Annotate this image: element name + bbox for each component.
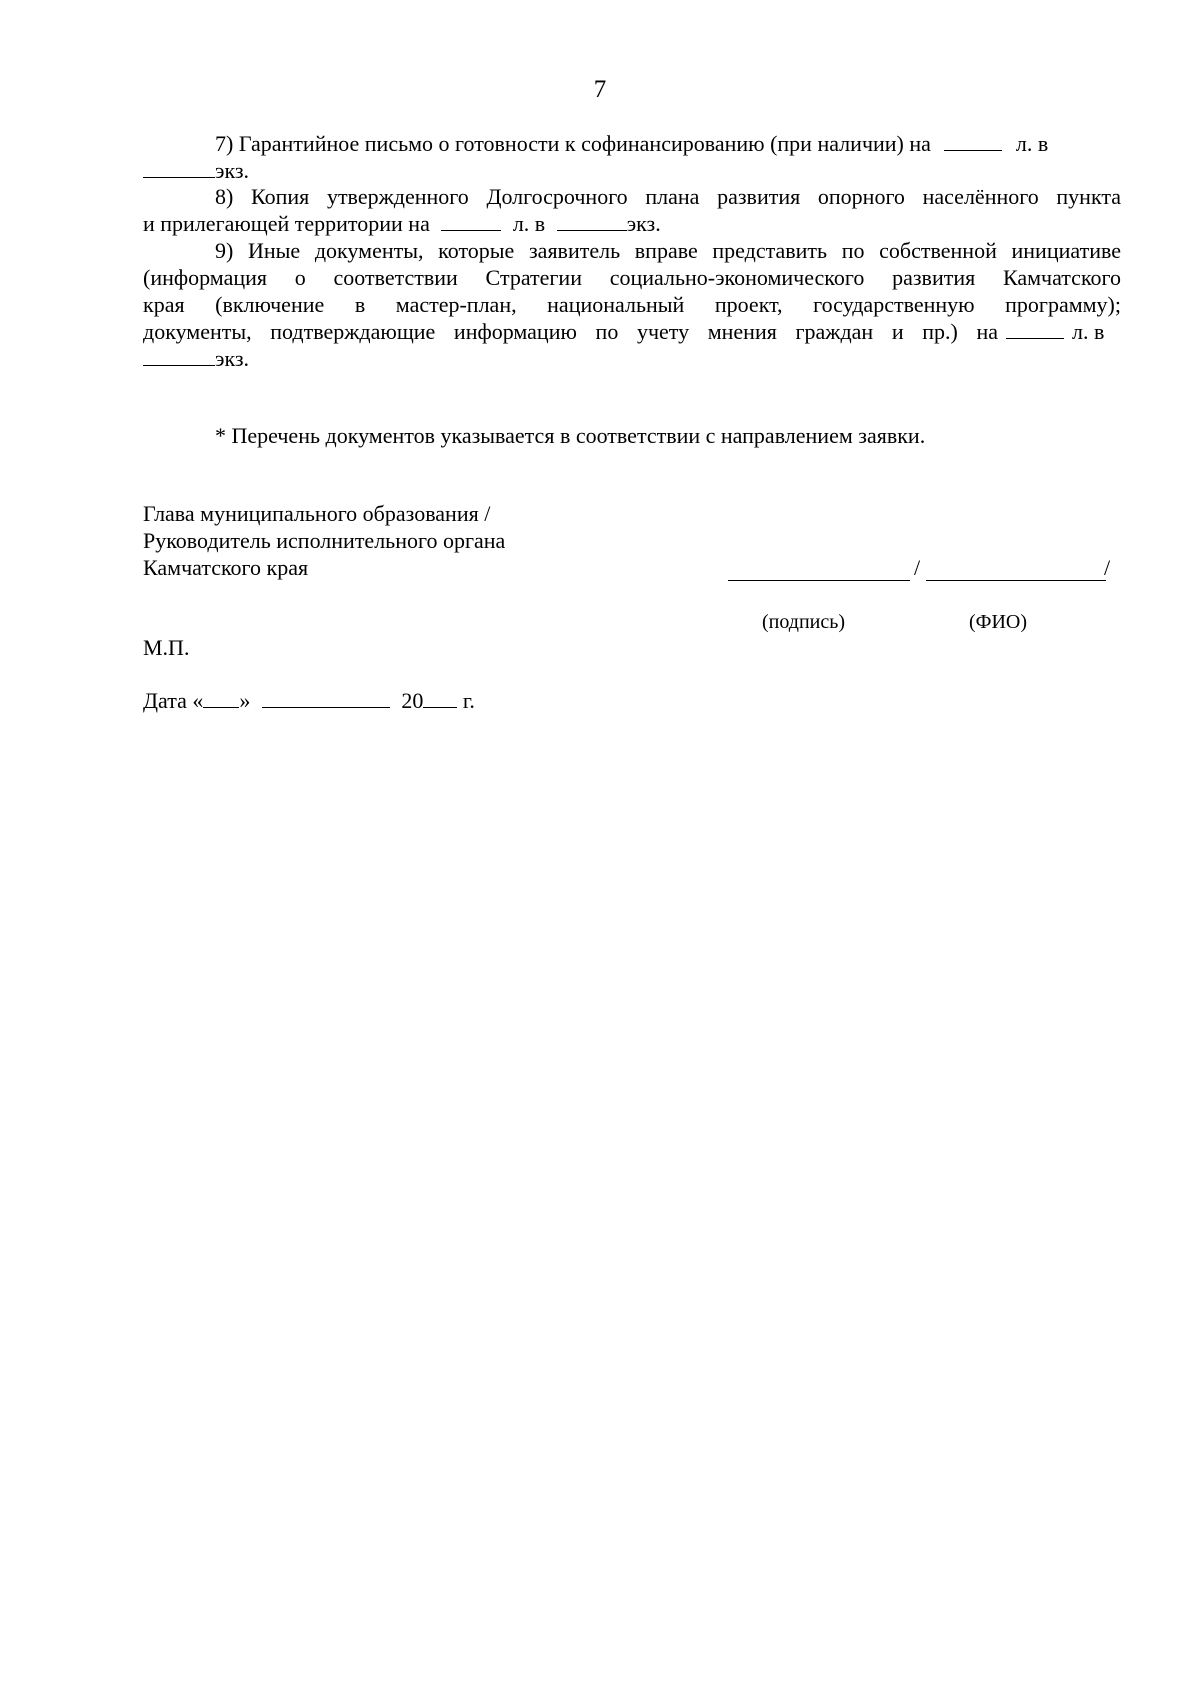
documents-note: * Перечень документов указывается в соответствии с направлением заявки. bbox=[215, 423, 926, 448]
item-8-text: и прилегающей территории на bbox=[143, 211, 430, 236]
pages-blank bbox=[1006, 318, 1064, 339]
item-8-copies: экз. bbox=[626, 211, 661, 236]
date-close-quote: » bbox=[239, 688, 251, 713]
item-9-copies: экз. bbox=[215, 346, 250, 371]
stamp-label: М.П. bbox=[143, 635, 190, 660]
year-blank bbox=[423, 687, 457, 708]
page-number: 7 bbox=[593, 76, 607, 103]
item-7-tail: л. в bbox=[1015, 131, 1049, 156]
copies-blank bbox=[143, 157, 215, 178]
signature-line bbox=[728, 580, 910, 581]
pages-blank bbox=[441, 210, 501, 231]
item-9-line-5 bbox=[143, 345, 1121, 373]
pages-blank bbox=[944, 130, 1002, 151]
item-8-line-2 bbox=[143, 210, 1121, 238]
item-9-line-3: края (включение в мастер-план, национальный проект, государственную программу); bbox=[143, 292, 1121, 317]
copies-blank bbox=[557, 210, 627, 231]
item-8-mid: л. в bbox=[512, 211, 546, 236]
item-7-line-1 bbox=[143, 130, 1121, 158]
year-prefix: 20 bbox=[401, 688, 424, 713]
signer-title-line-1: Глава муниципального образования / bbox=[143, 501, 491, 526]
month-blank bbox=[262, 687, 390, 708]
item-7-line-2 bbox=[143, 157, 1121, 185]
item-9-line-2: (информация о соответствии Стратегии социально-экономического развития Камчатского bbox=[143, 265, 1121, 290]
item-8-line-1: 8) Копия утвержденного Долгосрочного плана развития опорного населённого пункта bbox=[215, 184, 1121, 209]
copies-blank bbox=[143, 345, 215, 366]
item-9-line-1: 9) Иные документы, которые заявитель вправе представить по собственной инициативе bbox=[215, 238, 1121, 263]
signature-caption: (подпись) bbox=[762, 611, 846, 633]
item-9-line-4 bbox=[143, 318, 1121, 346]
full-name-line bbox=[926, 580, 1106, 581]
item-9-text: документы, подтверждающие информацию по учету мнения граждан и пр.) на bbox=[143, 319, 998, 344]
item-7-copies: экз. bbox=[215, 158, 250, 183]
signer-title-line-3: Камчатского края bbox=[143, 555, 309, 580]
full-name-end-slash: / bbox=[1104, 555, 1111, 580]
day-blank bbox=[203, 687, 239, 708]
signer-title-line-2: Руководитель исполнительного органа bbox=[143, 528, 506, 553]
item-9-tail: л. в bbox=[1072, 319, 1105, 344]
item-7-text: 7) Гарантийное письмо о готовности к софинансированию (при наличии) на bbox=[215, 131, 931, 156]
signature-separator: / bbox=[914, 555, 921, 580]
year-suffix: г. bbox=[462, 688, 475, 713]
date-prefix: Дата « bbox=[143, 688, 204, 713]
date-line bbox=[143, 687, 475, 715]
full-name-caption: (ФИО) bbox=[969, 611, 1028, 633]
